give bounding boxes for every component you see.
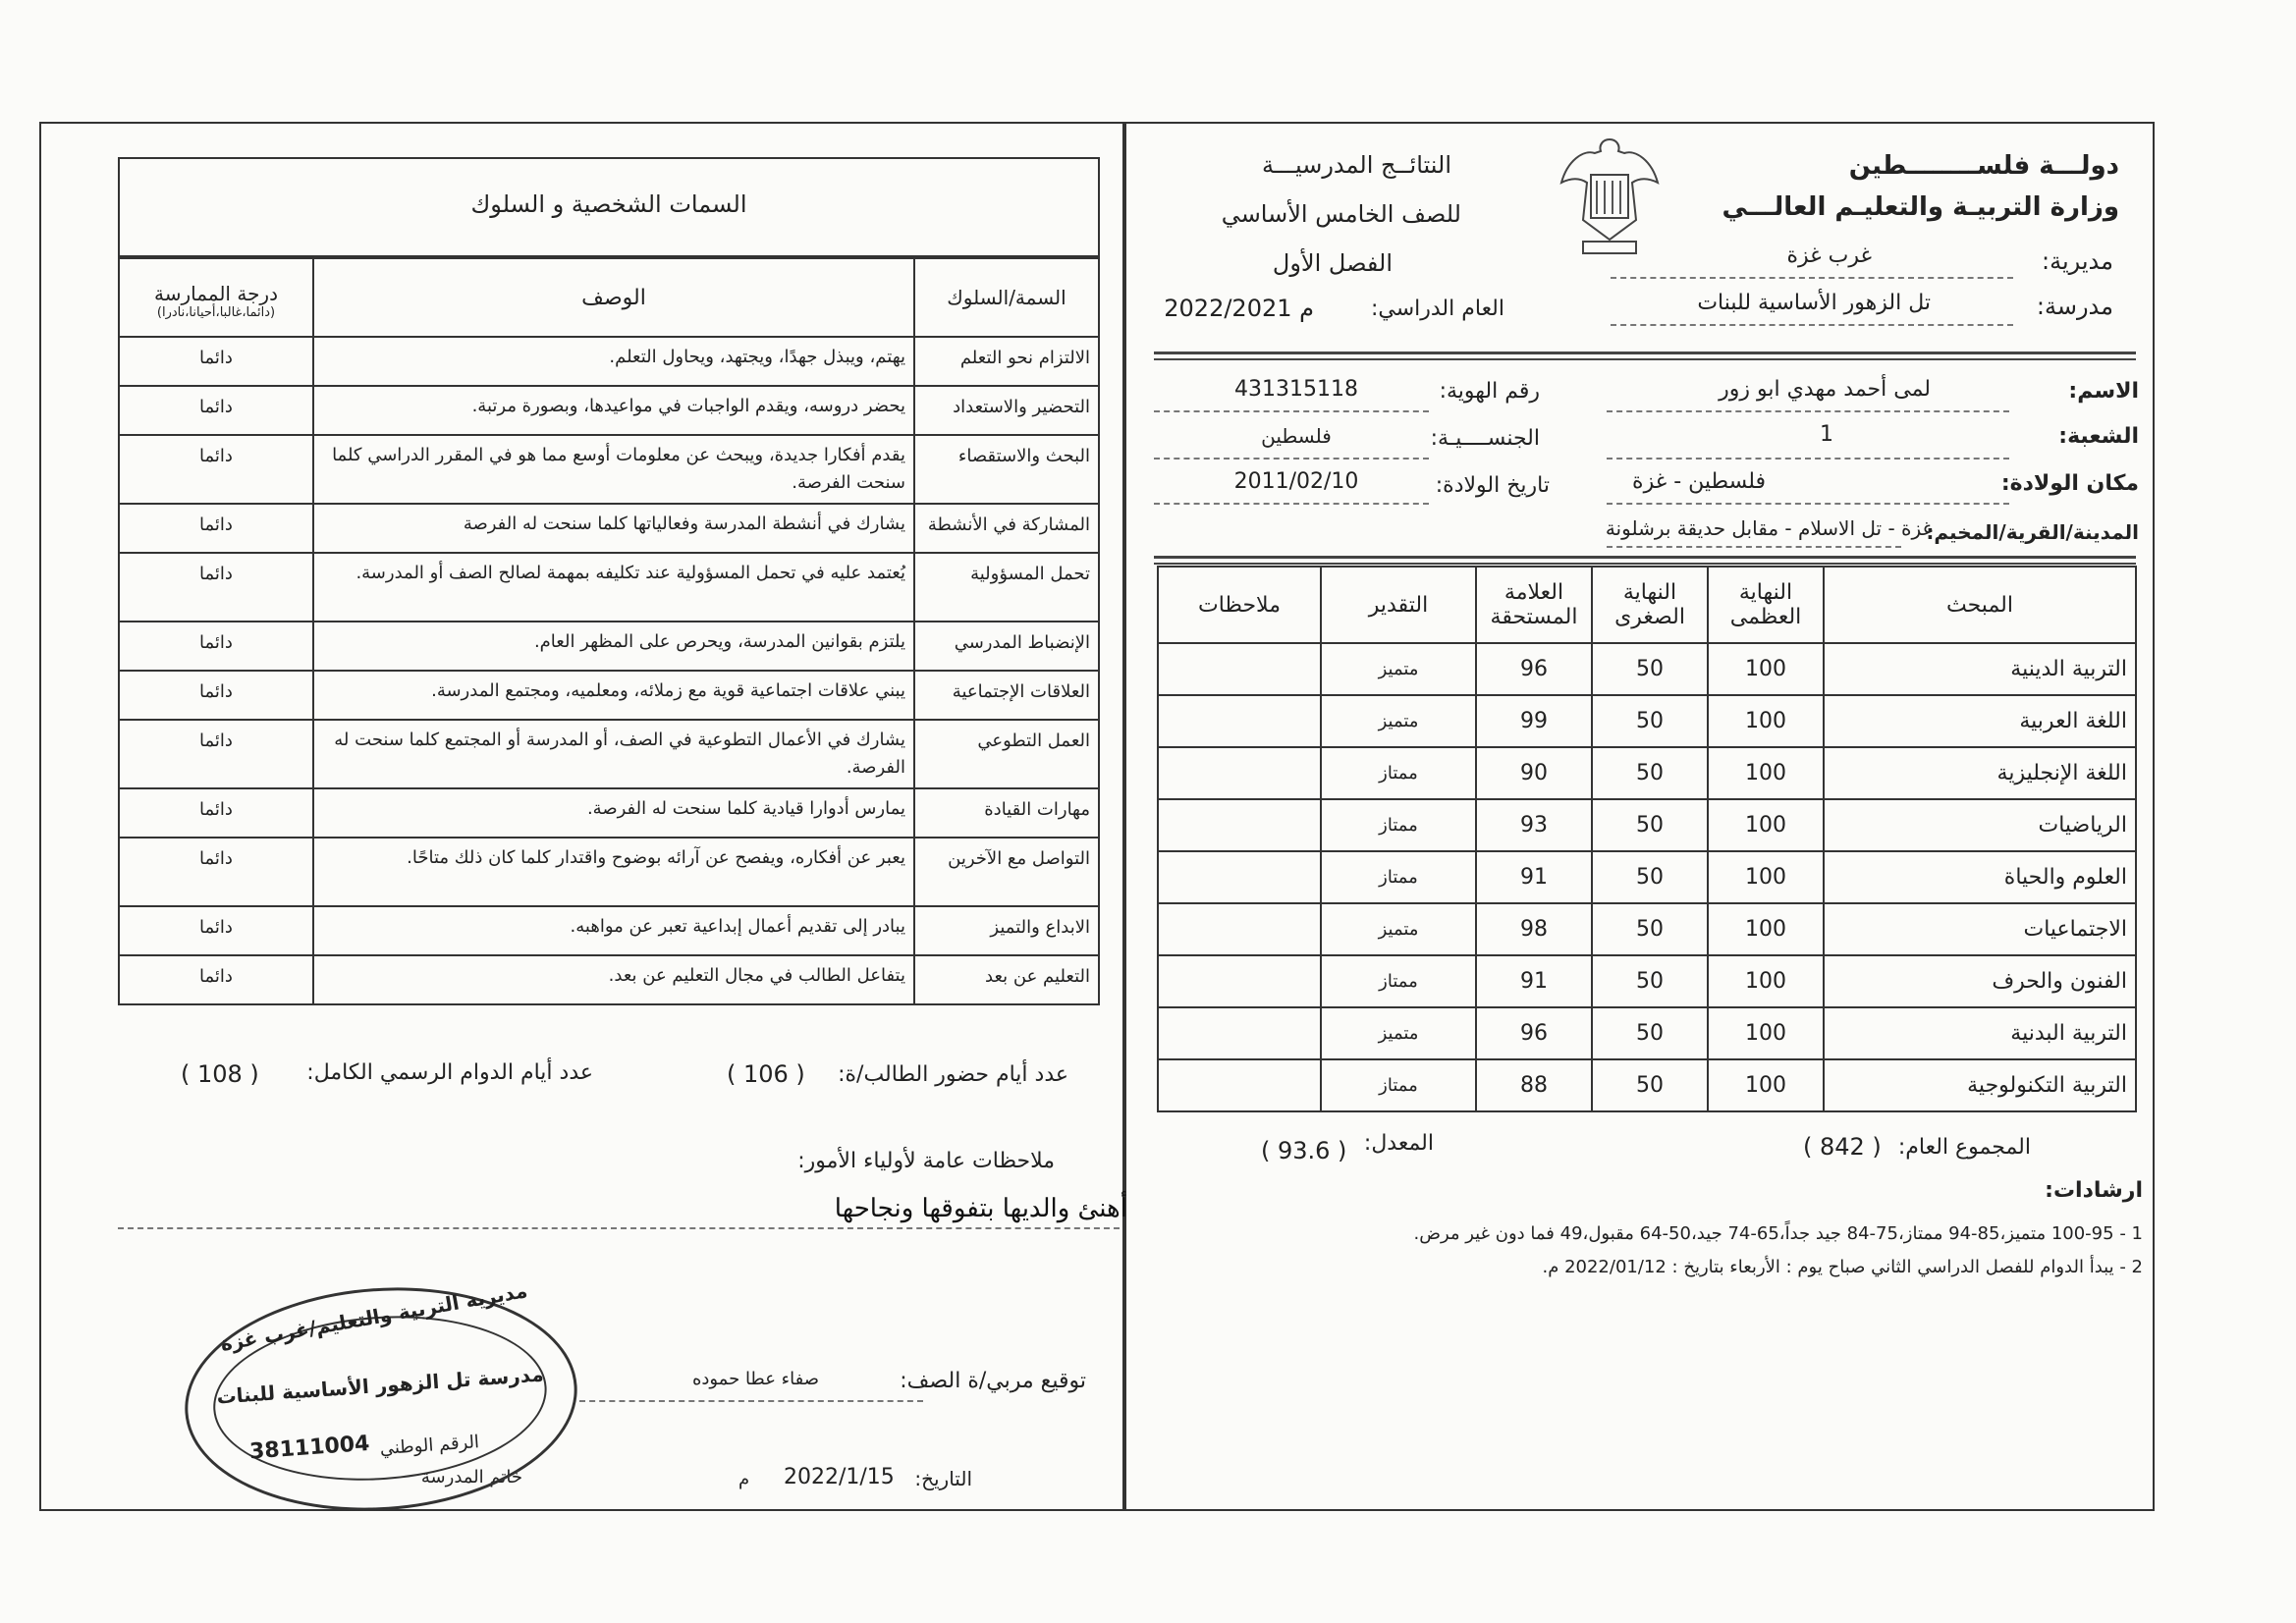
teacher-signature-line <box>579 1400 923 1402</box>
date-label: التاريخ: <box>914 1467 972 1490</box>
birthplace-line <box>1607 503 2009 505</box>
header-level <box>119 258 313 337</box>
table-row: التربية الدينية 100 50 96 متميز <box>1158 643 2136 695</box>
info-separator <box>1154 556 2136 565</box>
notes-line <box>118 1227 1120 1229</box>
table-row: الابداع والتميز يبادر إلى تقديم أعمال إبداعية تعبر عن مواهبه. دائما <box>119 906 1099 955</box>
date-value: 2022/1/15 <box>784 1465 895 1489</box>
traits-table <box>118 257 1100 1005</box>
table-row: الفنون والحرف 100 50 91 ممتاز <box>1158 955 2136 1007</box>
header-description: الوصف <box>313 258 914 337</box>
city-label: المدينة/القرية/المخيم: <box>1926 520 2139 544</box>
header-rating: التقدير <box>1321 567 1476 643</box>
header-mark: العلامة المستحقة <box>1476 567 1592 643</box>
notes-text: أهنئ والديها بتفوقها ونجاحها <box>834 1194 1127 1223</box>
header-level-title: درجة الممارسة <box>153 281 278 305</box>
school-seal-label: خاتم المدرسة <box>420 1467 522 1488</box>
header-trait: السمة/السلوك <box>914 258 1099 337</box>
teacher-signature-label: توقيع مربي/ة الصف: <box>900 1369 1086 1393</box>
table-row: اللغة العربية 100 50 99 متميز <box>1158 695 2136 747</box>
table-row: تحمل المسؤولية يُعتمد عليه في تحمل المسؤولية عند تكليفه بمهمة لصالح الصف أو المدرسة. دائما <box>119 553 1099 622</box>
table-row: مهارات القيادة يمارس أدوارا قيادية كلما سنحت له الفرصة. دائما <box>119 788 1099 838</box>
stamp-inner-text: مدرسة تل الزهور الأساسية للبنات <box>215 1362 545 1409</box>
table-row: العمل التطوعي يشارك في الأعمال التطوعية في الصف، أو المدرسة أو المجتمع كلما سنحت له الفرصة. دائما <box>119 720 1099 788</box>
average-label: المعدل: <box>1363 1131 1434 1156</box>
name-value: لمى أحمد مهدي ابو زور <box>1719 377 1931 402</box>
birthplace-value: فلسطين - غزة <box>1632 469 1766 494</box>
nationality-line <box>1154 458 1429 460</box>
section-value: 1 <box>1820 422 1833 447</box>
attendance-official-label: عدد أيام الدوام الرسمي الكامل: <box>306 1060 593 1085</box>
attendance-official-value: ( 108 ) <box>181 1060 259 1088</box>
directorate-label: مديرية: <box>2041 247 2113 275</box>
eagle-emblem-icon <box>1554 132 1667 259</box>
year-value: 2022/2021 م <box>1164 295 1314 322</box>
stamp-outer-text: مديرية التربية والتعليم/غرب غزة <box>218 1278 529 1356</box>
attendance-present-value: ( 106 ) <box>727 1060 805 1088</box>
header-notes: ملاحظات <box>1158 567 1321 643</box>
section-line <box>1607 458 2009 460</box>
header-subject: المبحث <box>1824 567 2136 643</box>
id-line <box>1154 410 1429 412</box>
header-min: النهاية الصغرى <box>1592 567 1708 643</box>
notes-label: ملاحظات عامة لأولياء الأمور: <box>797 1149 1055 1173</box>
table-row: اللغة الإنجليزية 100 50 90 ممتاز <box>1158 747 2136 799</box>
stamp-number: 38111004 <box>248 1431 371 1465</box>
table-row: الرياضيات 100 50 93 ممتاز <box>1158 799 2136 851</box>
name-label: الاسم: <box>2068 379 2139 404</box>
state-name: دولـــة فلســــــــطين <box>1848 151 2119 181</box>
school-value: تل الزهور الأساسية للبنات <box>1697 291 1931 315</box>
grades-header-row <box>1158 567 2136 643</box>
birthplace-label: مكان الولادة: <box>2000 471 2139 496</box>
attendance-present-label: عدد أيام حضور الطالب/ة: <box>838 1062 1068 1087</box>
stamp-number-label: الرقم الوطني <box>379 1432 480 1460</box>
semester: الفصل الأول <box>1272 249 1393 277</box>
guidance-title: ارشادات: <box>2045 1178 2143 1203</box>
id-label: رقم الهوية: <box>1439 379 1540 404</box>
table-row: البحث والاستقصاء يقدم أفكارا جديدة، ويبحث عن معلومات أوسع مما هو في المقرر الدراسي كلما سنحت الفرصة. دائما <box>119 435 1099 504</box>
teacher-name: صفاء عطا حموده <box>691 1369 819 1389</box>
header-separator <box>1154 352 2136 360</box>
table-row: الإنضباط المدرسي يلتزم بقوانين المدرسة، ويحرص على المظهر العام. دائما <box>119 622 1099 671</box>
city-line <box>1607 546 1901 548</box>
table-row: التحضير والاستعداد يحضر دروسه، ويقدم الواجبات في مواعيدها، وبصورة مرتبة. دائما <box>119 386 1099 435</box>
table-row: التربية التكنولوجية 100 50 88 ممتاز <box>1158 1059 2136 1111</box>
nationality-label: الجنســــيـة: <box>1430 426 1540 451</box>
year-label: العام الدراسي: <box>1370 297 1504 321</box>
name-line <box>1607 410 2009 412</box>
ministry-name: وزارة التربيـة والتعليـم العالـــي <box>1722 192 2119 222</box>
school-line <box>1611 324 2013 326</box>
birthdate-line <box>1154 503 1429 505</box>
table-row: المشاركة في الأنشطة يشارك في أنشطة المدرسة وفعالياتها كلما سنحت له الفرصة دائما <box>119 504 1099 553</box>
average-value: ( 93.6 ) <box>1261 1137 1347 1164</box>
nationality-value: فلسطين <box>1261 424 1332 448</box>
section-label: الشعبة: <box>2058 424 2139 449</box>
table-row: الاجتماعيات 100 50 98 متميز <box>1158 903 2136 955</box>
header-level-note: (دائما،غالبا،أحيانا،نادرا) <box>156 304 276 320</box>
total-value: ( 842 ) <box>1803 1133 1882 1161</box>
school-label: مدرسة: <box>2036 293 2113 320</box>
guidance-line-2: 2 - يبدأ الدوام للفصل الدراسي الثاني صباح يوم : الأربعاء بتاريخ : 2022/01/12 م. <box>1542 1257 2143 1277</box>
id-value: 431315118 <box>1234 377 1358 402</box>
header-max: النهاية العظمى <box>1708 567 1824 643</box>
grade-level: للصف الخامس الأساسي <box>1221 200 1461 228</box>
directorate-line <box>1611 277 2013 279</box>
traits-header-row <box>119 258 1099 337</box>
total-label: المجموع العام: <box>1897 1135 2031 1160</box>
table-row: العلاقات الإجتماعية يبني علاقات اجتماعية قوية مع زملائه، ومعلميه، ومجتمع المدرسة. دائما <box>119 671 1099 720</box>
city-value: غزة - تل الاسلام - مقابل حديقة برشلونة <box>1605 516 1933 540</box>
birthdate-label: تاريخ الولادة: <box>1435 473 1550 498</box>
table-row: العلوم والحياة 100 50 91 ممتاز <box>1158 851 2136 903</box>
directorate-value: غرب غزة <box>1786 243 1872 268</box>
report-title: النتائــج المدرسيـــة <box>1262 151 1451 179</box>
table-row: الالتزام نحو التعلم يهتم، ويبذل جهدًا، ويجتهد، ويحاول التعلم. دائما <box>119 337 1099 386</box>
table-row: التعليم عن بعد يتفاعل الطالب في مجال التعليم عن بعد. دائما <box>119 955 1099 1004</box>
table-row: التواصل مع الآخرين يعبر عن أفكاره، ويفصح عن آرائه بوضوح واقتدار كلما كان ذلك متاحًا. دائما <box>119 838 1099 906</box>
date-suffix: م <box>738 1469 750 1489</box>
guidance-line-1: 1 - 100-95 متميز،85-94 ممتاز،75-84 جيد جداً،65-74 جيد،50-64 مقبول،49 فما دون غير مرض. <box>1413 1223 2143 1244</box>
table-row: التربية البدنية 100 50 96 متميز <box>1158 1007 2136 1059</box>
birthdate-value: 2011/02/10 <box>1233 469 1359 494</box>
traits-title: السمات الشخصية و السلوك <box>470 190 747 218</box>
grades-table <box>1157 566 2137 1112</box>
